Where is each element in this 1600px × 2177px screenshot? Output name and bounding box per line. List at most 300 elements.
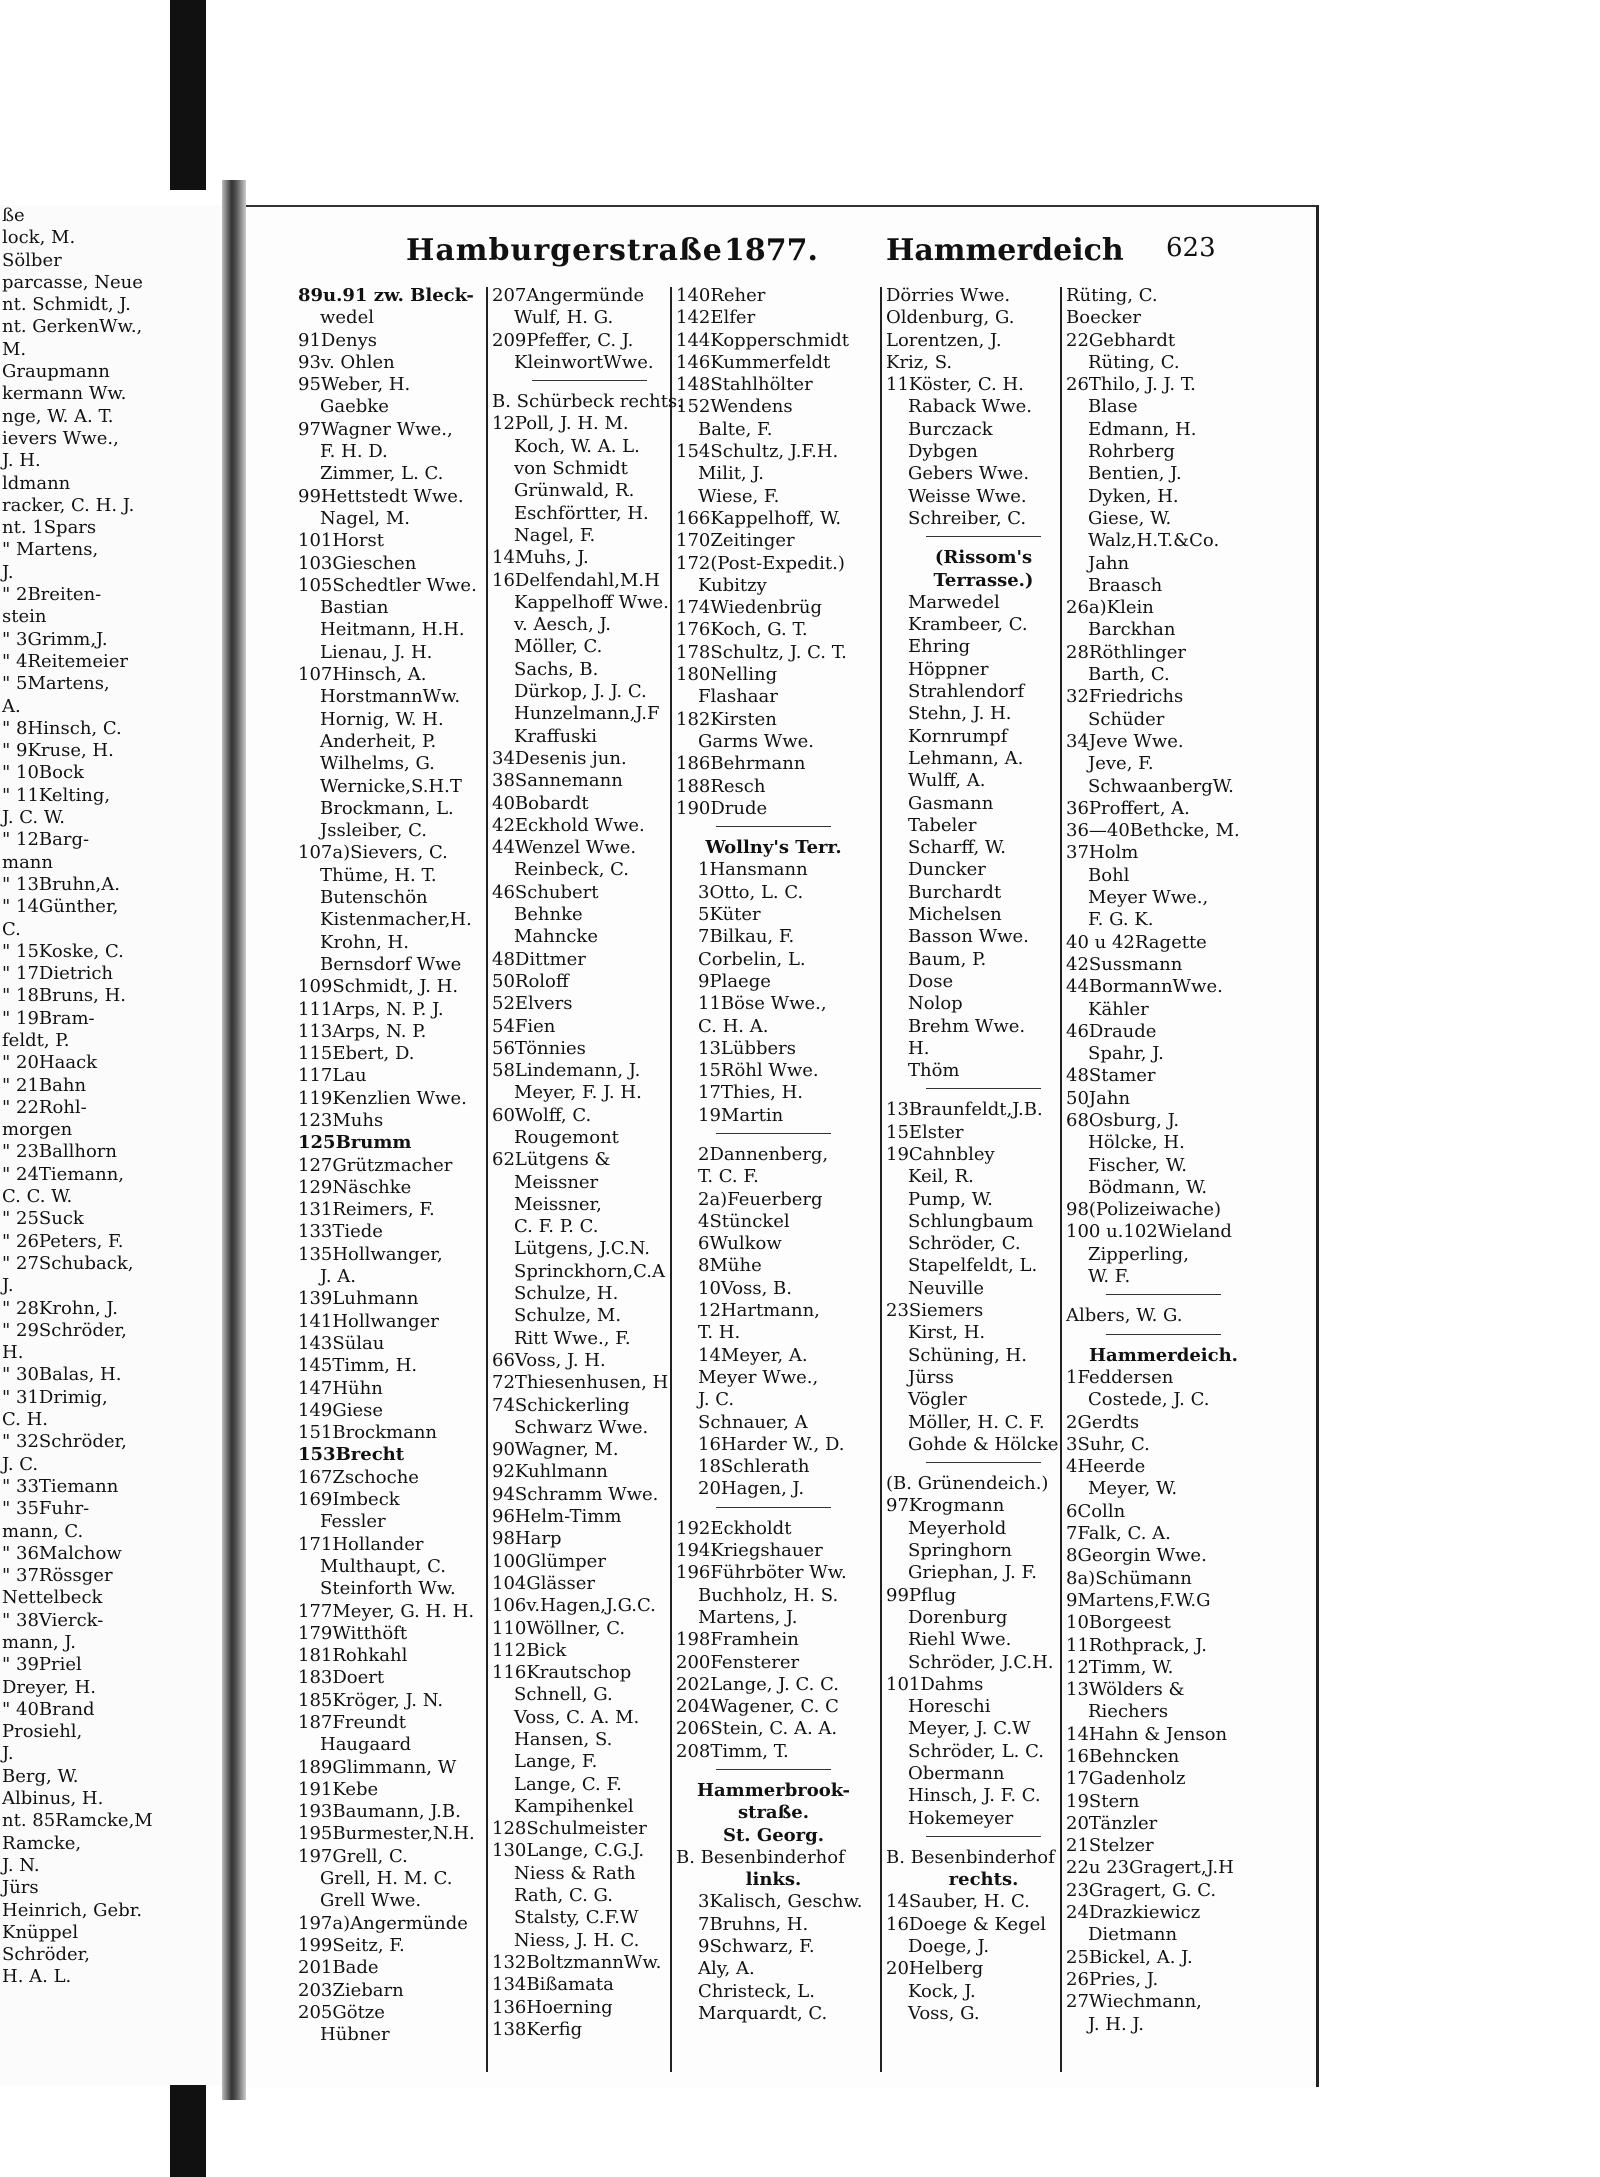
directory-entry: 40Bobardt: [492, 792, 589, 814]
left-page-line: " 5Martens,: [2, 673, 110, 695]
directory-entry: Martens, J.: [698, 1606, 798, 1628]
directory-column-1: [298, 285, 493, 2075]
header-street-left: Hamburgerstraße: [406, 233, 723, 268]
directory-entry: 189Glimmann, W: [298, 1756, 457, 1778]
directory-entry: 145Timm, H.: [298, 1355, 418, 1377]
directory-entry: Buchholz, H. S.: [698, 1584, 839, 1606]
directory-entry: 143Sülau: [298, 1332, 385, 1354]
left-page-line: " 22Rohl-: [2, 1096, 87, 1118]
directory-entry: 11Rothprack, J.: [1066, 1634, 1207, 1656]
left-page-line: " 24Tiemann,: [2, 1163, 125, 1185]
directory-entry: Dietmann: [1088, 1924, 1178, 1946]
directory-entry: Dose: [908, 970, 954, 992]
directory-entry: 166Kappelhoff, W.: [676, 507, 842, 529]
left-page-line: M.: [2, 338, 27, 360]
left-page-fragment: [0, 205, 222, 2085]
header-street-right: Hammerdeich: [886, 233, 1124, 268]
directory-column-3: [676, 285, 871, 2075]
directory-entry: Edmann, H.: [1088, 418, 1197, 440]
directory-entry: 91Denys: [298, 329, 377, 351]
left-page-line: " 38Vierck-: [2, 1609, 104, 1631]
directory-entry: Steinforth Ww.: [320, 1578, 456, 1600]
directory-entry: 25Bickel, A. J.: [1066, 1946, 1193, 1968]
directory-entry: 19Stern: [1066, 1790, 1140, 1812]
directory-entry: 204Wagener, C. C: [676, 1696, 839, 1718]
directory-entry: Jahn: [1088, 552, 1130, 574]
section-separator: [926, 1088, 1041, 1099]
directory-entry: 50Jahn: [1066, 1087, 1131, 1109]
directory-entry: Multhaupt, C.: [320, 1555, 446, 1577]
directory-entry: 19Cahnbley: [886, 1143, 995, 1165]
directory-entry: Lorentzen, J.: [886, 329, 1002, 351]
directory-entry: Weisse Wwe.: [908, 485, 1027, 507]
directory-entry: Dybgen: [908, 441, 978, 463]
left-page-line: racker, C. H. J.: [2, 494, 135, 516]
directory-entry: Höppner: [908, 658, 989, 680]
directory-entry: 54Fien: [492, 1015, 556, 1037]
directory-entry: F. H. D.: [320, 441, 388, 463]
directory-entry: 13Wölders &: [1066, 1679, 1185, 1701]
directory-entry: Behnke: [514, 904, 583, 926]
directory-entry: Lehmann, A.: [908, 747, 1024, 769]
directory-entry: 154Schultz, J.F.H.: [676, 441, 839, 463]
directory-entry: 66Voss, J. H.: [492, 1349, 606, 1371]
directory-entry: 56Tönnies: [492, 1037, 586, 1059]
left-page-line: Albinus, H.: [2, 1788, 104, 1810]
directory-entry: 139Luhmann: [298, 1288, 419, 1310]
directory-entry: Kock, J.: [908, 1980, 976, 2002]
left-page-line: Berg, W.: [2, 1765, 79, 1787]
directory-entry: 197Grell, C.: [298, 1845, 408, 1867]
directory-entry: Lütgens, J.C.N.: [514, 1238, 650, 1260]
directory-entry: 200Fensterer: [676, 1651, 800, 1673]
directory-entry: Tabeler: [908, 814, 977, 836]
directory-entry: 136Hoerning: [492, 1996, 613, 2018]
left-page-line: J. H.: [2, 450, 41, 472]
directory-column-4: [886, 285, 1081, 2075]
directory-entry: Reinbeck, C.: [514, 859, 630, 881]
directory-entry: 95Weber, H.: [298, 374, 411, 396]
directory-entry: 134Bißamata: [492, 1974, 614, 1996]
directory-entry: Rath, C. G.: [514, 1885, 613, 1907]
directory-entry: Flashaar: [698, 686, 778, 708]
directory-entry: 97Wagner Wwe.,: [298, 418, 453, 440]
directory-entry: H.: [908, 1037, 930, 1059]
left-page-line: " 9Kruse, H.: [2, 740, 114, 762]
directory-entry: Garms Wwe.: [698, 730, 815, 752]
directory-entry: Schulze, M.: [514, 1305, 622, 1327]
left-page-line: " 19Bram-: [2, 1007, 95, 1029]
directory-entry: Schwarz Wwe.: [514, 1416, 649, 1438]
left-page-line: Dreyer, H.: [2, 1676, 96, 1698]
directory-entry: 117Lau: [298, 1065, 367, 1087]
directory-entry: Bentien, J.: [1088, 463, 1182, 485]
directory-entry: 8Mühe: [698, 1255, 762, 1277]
directory-entry: Walz,H.T.&Co.: [1088, 530, 1220, 552]
directory-entry: SchwaanbergW.: [1088, 775, 1234, 797]
directory-entry: Kirst, H.: [908, 1322, 986, 1344]
directory-entry: 138Kerfig: [492, 2018, 583, 2040]
directory-entry: Kubitzy: [698, 574, 767, 596]
directory-entry: Kistenmacher,H.: [320, 909, 472, 931]
directory-entry: Nagel, M.: [320, 507, 411, 529]
directory-entry: Dürkop, J. J. C.: [514, 681, 647, 703]
directory-entry: B. Schürbeck rechts.: [492, 391, 683, 413]
left-page-line: mann: [2, 851, 53, 873]
directory-entry: 197a)Angermünde: [298, 1912, 468, 1934]
directory-entry: 131Reimers, F.: [298, 1199, 435, 1221]
left-page-line: " 39Priel: [2, 1654, 82, 1676]
directory-entry: 93v. Ohlen: [298, 351, 395, 373]
directory-entry: Meyer Wwe.,: [698, 1366, 819, 1388]
left-page-line: " 31Drimig,: [2, 1386, 108, 1408]
directory-entry: 14Meyer, A.: [698, 1344, 808, 1366]
directory-entry: 21Stelzer: [1066, 1835, 1154, 1857]
directory-entry: Burchardt: [908, 881, 1002, 903]
directory-entry: Lienau, J. H.: [320, 641, 433, 663]
directory-entry: 48Stamer: [1066, 1065, 1156, 1087]
directory-entry: 58Lindemann, J.: [492, 1060, 641, 1082]
directory-entry: Michelsen: [908, 904, 1002, 926]
directory-entry: Doege, J.: [908, 1936, 990, 1958]
directory-entry: Meyerhold: [908, 1517, 1007, 1539]
directory-entry: Braasch: [1088, 574, 1163, 596]
left-page-line: " 23Ballhorn: [2, 1141, 118, 1163]
left-page-line: " 3Grimm,J.: [2, 628, 108, 650]
directory-entry: 177Meyer, G. H. H.: [298, 1600, 475, 1622]
left-page-line: " 26Peters, F.: [2, 1230, 124, 1252]
left-page-line: " Martens,: [2, 539, 99, 561]
directory-entry: Kraffuski: [514, 725, 598, 747]
directory-entry: 153Brecht: [298, 1444, 405, 1466]
directory-entry: 194Kriegshauer: [676, 1540, 823, 1562]
directory-entry: 193Baumann, J.B.: [298, 1801, 461, 1823]
directory-entry: Grünwald, R.: [514, 480, 635, 502]
directory-entry: 178Schultz, J. C. T.: [676, 641, 847, 663]
directory-entry: Bödmann, W.: [1088, 1176, 1208, 1198]
left-page-line: H. A. L.: [2, 1966, 72, 1988]
directory-entry: 32Friedrichs: [1066, 686, 1184, 708]
binding-strip-bottom: [170, 2080, 206, 2177]
left-page-line: " 18Bruns, H.: [2, 985, 127, 1007]
directory-entry: Vögler: [908, 1389, 967, 1411]
directory-entry: Basson Wwe.: [908, 926, 1029, 948]
directory-entry: 149Giese: [298, 1399, 384, 1421]
directory-entry: Strahlendorf: [908, 681, 1025, 703]
directory-entry: 99Pflug: [886, 1584, 957, 1606]
directory-entry: Wiese, F.: [698, 485, 780, 507]
left-page-line: " 10Bock: [2, 762, 84, 784]
directory-entry: Wulf, H. G.: [514, 307, 614, 329]
directory-entry: Dorenburg: [908, 1606, 1008, 1628]
directory-entry: 103Gieschen: [298, 552, 417, 574]
binding-strip-top: [170, 0, 206, 190]
directory-entry: 16Doege & Kegel: [886, 1913, 1047, 1935]
directory-entry: Zipperling,: [1088, 1243, 1189, 1265]
directory-entry: Gasmann: [908, 792, 994, 814]
directory-entry: 147Hühn: [298, 1377, 383, 1399]
left-page-line: nt. 1Spars: [2, 517, 97, 539]
directory-entry: Grell, H. M. C.: [320, 1868, 453, 1890]
section-separator: [716, 1769, 831, 1780]
directory-entry: Lange, F.: [514, 1751, 598, 1773]
directory-entry: 132BoltzmannWw.: [492, 1951, 662, 1973]
directory-entry: Gaebke: [320, 396, 389, 418]
directory-entry: Möller, C.: [514, 636, 603, 658]
left-page-line: C.: [2, 918, 21, 940]
directory-entry: 10Borgeest: [1066, 1612, 1171, 1634]
directory-entry: Rüting, C.: [1088, 351, 1180, 373]
directory-entry: 10Voss, B.: [698, 1277, 792, 1299]
directory-entry: 105Schedtler Wwe.: [298, 574, 477, 596]
directory-entry: Thüme, H. T.: [320, 864, 437, 886]
directory-entry: 46Draude: [1066, 1020, 1157, 1042]
directory-entry: Brockmann, L.: [320, 797, 454, 819]
directory-entry: C. H. A.: [698, 1015, 769, 1037]
directory-entry: T. C. F.: [698, 1166, 759, 1188]
directory-entry: 7Falk, C. A.: [1066, 1523, 1171, 1545]
header-year: 1877.: [724, 233, 818, 268]
directory-entry: Haugaard: [320, 1734, 412, 1756]
left-page-line: Heinrich, Gebr.: [2, 1899, 143, 1921]
directory-entry: 2Dannenberg,: [698, 1143, 829, 1165]
left-page-line: Prosiehl,: [2, 1721, 83, 1743]
directory-entry: Heitmann, H.H.: [320, 619, 465, 641]
directory-entry: 20Tänzler: [1066, 1812, 1158, 1834]
directory-entry: 123Muhs: [298, 1109, 384, 1131]
left-page-line: " 35Fuhr-: [2, 1498, 90, 1520]
directory-entry: 142Elfer: [676, 307, 756, 329]
directory-entry: Jürss: [908, 1366, 954, 1388]
directory-entry: Voss, G.: [908, 2002, 980, 2024]
directory-entry: 192Eckholdt: [676, 1517, 792, 1539]
section-separator: [926, 536, 1041, 547]
directory-entry: 140Reher: [676, 285, 766, 306]
directory-entry: 183Doert: [298, 1667, 385, 1689]
directory-entry: Jeve, F.: [1088, 753, 1154, 775]
directory-entry: 112Bick: [492, 1639, 567, 1661]
directory-entry: 74Schickerling: [492, 1394, 630, 1416]
directory-entry: Neuville: [908, 1277, 985, 1299]
directory-entry: 116Krautschop: [492, 1662, 632, 1684]
directory-entry: Rougemont: [514, 1126, 619, 1148]
directory-page: [246, 205, 1319, 2087]
directory-entry: Wernicke,S.H.T: [320, 775, 462, 797]
directory-entry: 151Brockmann: [298, 1422, 437, 1444]
directory-entry: 107a)Sievers, C.: [298, 842, 448, 864]
directory-entry: 195Burmester,N.H.: [298, 1823, 475, 1845]
directory-entry: 19Martin: [698, 1104, 784, 1126]
directory-entry: Griephan, J. F.: [908, 1562, 1037, 1584]
directory-entry: Brehm Wwe.: [908, 1015, 1026, 1037]
directory-entry: 60Wolff, C.: [492, 1104, 592, 1126]
directory-entry: Schnell, G.: [514, 1684, 613, 1706]
directory-entry: Milit, J.: [698, 463, 764, 485]
directory-entry: Kappelhoff Wwe.: [514, 591, 669, 613]
directory-entry: Aly, A.: [698, 1958, 755, 1980]
directory-entry: J. A.: [320, 1266, 356, 1288]
directory-entry: 125Brumm: [298, 1132, 412, 1154]
directory-entry: Springhorn: [908, 1540, 1012, 1562]
directory-entry: 14Hahn & Jenson: [1066, 1723, 1228, 1745]
directory-entry: 14Muhs, J.: [492, 547, 589, 569]
directory-entry: Blase: [1088, 396, 1138, 418]
directory-entry: Giese, W.: [1088, 507, 1172, 529]
directory-entry: 92Kuhlmann: [492, 1461, 608, 1483]
directory-entry: 3Suhr, C.: [1066, 1433, 1150, 1455]
left-page-line: J. C. W.: [2, 807, 65, 829]
directory-entry: Sachs, B.: [514, 658, 599, 680]
directory-entry: 97Krogmann: [886, 1495, 1005, 1517]
section-heading: links.: [745, 1869, 802, 1891]
directory-entry: Kriz, S.: [886, 351, 953, 373]
directory-entry: 24Drazkiewicz: [1066, 1902, 1201, 1924]
left-page-line: mann, C.: [2, 1520, 84, 1542]
directory-entry: Thöm: [908, 1060, 960, 1082]
directory-entry: Eschförtter, H.: [514, 502, 649, 524]
directory-entry: 48Dittmer: [492, 948, 586, 970]
directory-entry: Corbelin, L.: [698, 948, 806, 970]
directory-entry: 12Hartmann,: [698, 1300, 820, 1322]
left-page-line: " 15Koske, C.: [2, 940, 124, 962]
directory-entry: Ritt Wwe., F.: [514, 1327, 631, 1349]
directory-entry: Krambeer, C.: [908, 614, 1028, 636]
directory-entry: 191Kebe: [298, 1778, 379, 1800]
directory-entry: 14Sauber, H. C.: [886, 1891, 1030, 1913]
directory-entry: 111Arps, N. P. J.: [298, 998, 444, 1020]
directory-entry: J. C.: [698, 1389, 735, 1411]
directory-entry: 152Wendens: [676, 396, 793, 418]
directory-entry: 16Harder W., D.: [698, 1433, 845, 1455]
directory-entry: 207Angermünde: [492, 285, 645, 306]
directory-entry: 100 u.102Wieland: [1066, 1221, 1232, 1243]
directory-entry: Mahncke: [514, 926, 598, 948]
directory-entry: 205Götze: [298, 2001, 385, 2023]
directory-entry: 15Röhl Wwe.: [698, 1060, 819, 1082]
directory-entry: 42Eckhold Wwe.: [492, 814, 645, 836]
left-page-line: Graupmann: [2, 361, 110, 383]
directory-entry: 190Drude: [676, 797, 768, 819]
directory-entry: Costede, J. C.: [1088, 1389, 1210, 1411]
directory-entry: B. Besenbinderhof: [886, 1846, 1055, 1868]
left-page-line: J.: [2, 561, 14, 583]
page-number: 623: [1166, 233, 1216, 263]
section-separator: [926, 1462, 1041, 1473]
directory-entry: Voss, C. A. M.: [514, 1706, 640, 1728]
section-heading: Wollny's Terr.: [705, 837, 842, 859]
directory-entry: Barth, C.: [1088, 664, 1170, 686]
directory-entry: 99Hettstedt Wwe.: [298, 485, 464, 507]
section-heading: Hammerdeich.: [1089, 1344, 1238, 1366]
directory-entry: 3Kalisch, Geschw.: [698, 1891, 863, 1913]
directory-entry: 27Wiechmann,: [1066, 1991, 1202, 2013]
directory-entry: Duncker: [908, 859, 986, 881]
directory-entry: Riechers: [1088, 1701, 1169, 1723]
directory-entry: Meyer Wwe.,: [1088, 887, 1209, 909]
directory-entry: 44BormannWwe.: [1066, 976, 1223, 998]
directory-entry: 109Schmidt, J. H.: [298, 976, 459, 998]
directory-entry: 98Harp: [492, 1528, 562, 1550]
directory-entry: 22u 23Gragert,J.H: [1066, 1857, 1234, 1879]
left-page-line: " 33Tiemann: [2, 1475, 119, 1497]
directory-entry: Kampihenkel: [514, 1795, 634, 1817]
directory-entry: 201Bade: [298, 1957, 379, 1979]
directory-entry: Bohl: [1088, 864, 1130, 886]
directory-entry: 13Lübbers: [698, 1037, 796, 1059]
directory-entry: Schüning, H.: [908, 1344, 1027, 1366]
directory-entry: Hornig, W. H.: [320, 708, 444, 730]
directory-entry: 17Thies, H.: [698, 1082, 804, 1104]
directory-entry: 187Freundt: [298, 1712, 407, 1733]
left-page-line: " 2Breiten-: [2, 584, 102, 606]
directory-entry: 180Nelling: [676, 664, 778, 686]
directory-entry: 26a)Klein: [1066, 597, 1154, 619]
directory-entry: 129Näschke: [298, 1176, 412, 1198]
left-page-line: Schröder,: [2, 1944, 90, 1966]
directory-entry: 100Glümper: [492, 1550, 606, 1572]
left-page-line: Jürs: [2, 1877, 39, 1899]
left-page-line: Knüppel: [2, 1921, 79, 1943]
directory-entry: Pump, W.: [908, 1188, 993, 1210]
directory-entry: Stehn, J. H.: [908, 703, 1012, 725]
left-page-line: nt. GerkenWw.,: [2, 316, 143, 338]
section-separator: [1106, 1294, 1221, 1305]
directory-entry: 34Jeve Wwe.: [1066, 730, 1184, 752]
directory-entry: Fischer, W.: [1088, 1154, 1187, 1176]
directory-entry: C. F. P. C.: [514, 1216, 599, 1238]
left-page-line: morgen: [2, 1119, 73, 1141]
directory-entry: 15Elster: [886, 1121, 964, 1143]
section-separator: [716, 826, 831, 837]
directory-entry: 8Georgin Wwe.: [1066, 1545, 1207, 1567]
directory-entry: Schulze, H.: [514, 1283, 619, 1305]
directory-entry: Wilhelms, G.: [320, 753, 435, 775]
directory-entry: 198Framhein: [676, 1629, 799, 1651]
directory-entry: Kornrumpf: [908, 725, 1008, 747]
directory-entry: Raback Wwe.: [908, 396, 1032, 418]
directory-entry: 199Seitz, F.: [298, 1934, 405, 1956]
directory-entry: HorstmannWw.: [320, 686, 461, 708]
left-page-line: " 25Suck: [2, 1208, 84, 1230]
left-page-line: " 27Schuback,: [2, 1252, 134, 1274]
directory-entry: 23Gragert, G. C.: [1066, 1879, 1217, 1901]
directory-entry: 20Hagen, J.: [698, 1478, 805, 1500]
left-page-line: " 12Barg-: [2, 829, 90, 851]
directory-entry: 110Wöllner, C.: [492, 1617, 626, 1639]
directory-entry: Krohn, H.: [320, 931, 409, 953]
directory-entry: Wulff, A.: [908, 770, 986, 792]
directory-entry: 20Helberg: [886, 1958, 984, 1980]
directory-entry: J. H. J.: [1088, 2013, 1144, 2035]
left-page-line: " 36Malchow: [2, 1542, 122, 1564]
directory-entry: 128Schulmeister: [492, 1818, 647, 1840]
left-page-line: mann, J.: [2, 1632, 76, 1653]
book-gutter: [222, 180, 246, 2100]
directory-entry: Meyer, F. J. H.: [514, 1082, 642, 1104]
directory-entry: 16Behncken: [1066, 1746, 1180, 1767]
column-rule: [880, 287, 882, 2072]
directory-entry: 46Schubert: [492, 881, 599, 903]
section-heading: straße.: [738, 1802, 809, 1824]
directory-entry: Balte, F.: [698, 418, 773, 440]
directory-entry: 9Schwarz, F.: [698, 1936, 815, 1958]
directory-entry: 182Kirsten: [676, 708, 777, 730]
left-page-line: H.: [2, 1342, 24, 1364]
left-page-line: " 8Hinsch, C.: [2, 717, 122, 739]
directory-entry: 3Otto, L. C.: [698, 881, 804, 903]
directory-entry: 9Plaege: [698, 970, 771, 992]
left-page-line: " 13Bruhn,A.: [2, 873, 120, 895]
